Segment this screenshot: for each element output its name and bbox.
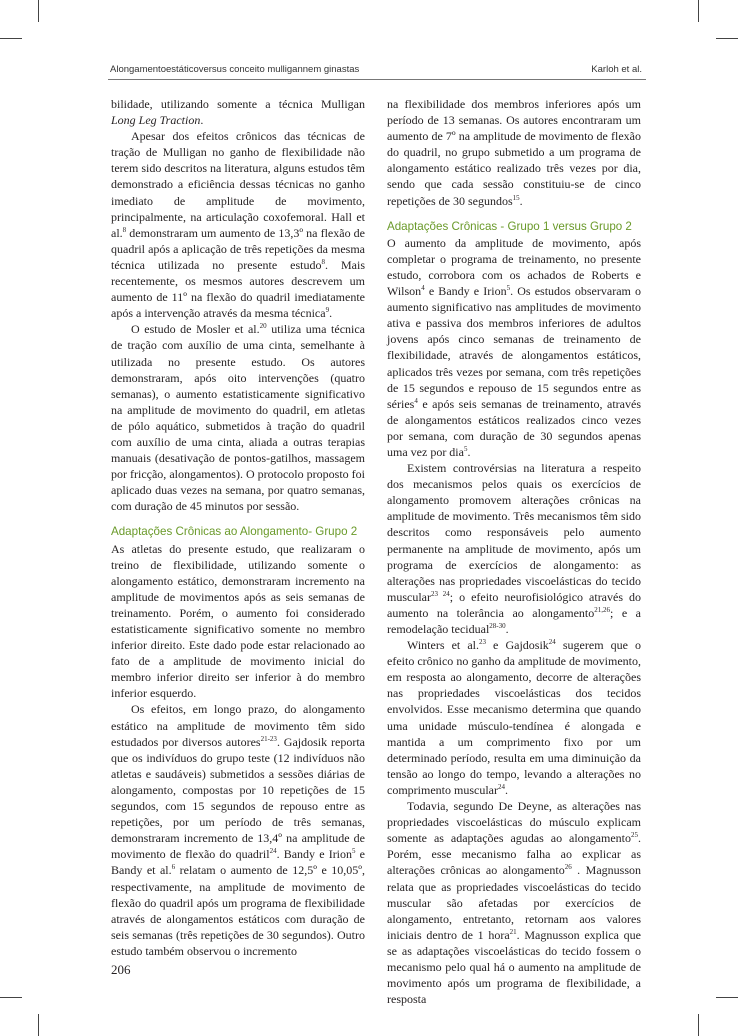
text-run: . Magnusson explica que se as adaptações viscoelásticas do tecido fossem o mecanismo pelo qual há o aumento na amplitude de movimento após um programa de flexibilidade, a resposta bbox=[387, 927, 642, 1007]
citation-superscript: 20 bbox=[259, 322, 267, 331]
paragraph bbox=[111, 701, 365, 959]
citation-superscript: 28-30 bbox=[489, 622, 506, 630]
citation-superscript: 21-23 bbox=[260, 734, 277, 743]
section-heading: Adaptações Crônicas - Grupo 1 versus Grupo 2 bbox=[387, 219, 632, 233]
paragraph bbox=[111, 321, 365, 514]
crop-mark bbox=[716, 38, 738, 39]
running-header-title: Alongamentoestáticoversus conceito mulligannem ginastas bbox=[110, 64, 360, 75]
text-run: relatam o aumento de 12,5º e 10,05º, respectivamente, na amplitude de movimento de flexão do quadril após um programa de flexibilidade através de alongamentos estáticos com duração de seis semanas (três repetições de 30 segundos). Outro estudo também observou o incremento bbox=[111, 863, 365, 958]
text-run: . Mais recentemente, os mesmos autores descrevem um aumento de 11º na flexão do quadril imediatamente após a intervenção através da mesma técnica bbox=[111, 257, 365, 321]
text-run: sugerem que o efeito crônico no ganho da amplitude de movimento, em resposta ao alongamento, decorre de alterações nas propriedades viscoelásticas dos tecidos envolvidos. Esse mecanismo determina que quando uma unidade músculo-tendínea é alongada e mantida a um comprimento fixo por um determinado período, resulta em uma diminuição da tensão ao longo do tempo, levando a alterações no comprimento muscular bbox=[387, 638, 642, 797]
citation-superscript: 5 bbox=[463, 444, 468, 453]
left-column bbox=[111, 96, 365, 959]
citation-superscript: 24 bbox=[497, 782, 505, 791]
text-run: na flexibilidade dos membros inferiores após um período de 13 semanas. Os autores encontraram um aumento de 7º na amplitude de movimento de flexão do quadril, no grupo submetido a um programa de alongamento estático realizado três vezes por dia, sendo que cada sessão constituiu-se de cinco repetições de 30 segundos bbox=[387, 97, 641, 208]
text-run: e Gajdosik bbox=[485, 638, 549, 653]
citation-superscript: 25 bbox=[631, 831, 638, 840]
citation-superscript: 8 bbox=[122, 225, 127, 234]
text-run: . bbox=[505, 622, 509, 636]
text-run: . Porém, esse mecanismo falha ao explicar as alterações crônicas ao alongamento bbox=[387, 831, 641, 878]
text-run: Os efeitos, em longo prazo, do alongamento estático na amplitude de movimento têm sido estudados por diversos autores bbox=[111, 702, 365, 749]
text-run: ; o efeito neurofisiológico através do aumento na tolerância ao alongamento bbox=[387, 589, 642, 620]
paragraph bbox=[387, 96, 641, 209]
page-number: 206 bbox=[111, 962, 131, 977]
citation-superscript: 21 bbox=[509, 927, 517, 936]
right-column bbox=[387, 96, 641, 1007]
text-run: e após seis semanas de treinamento, através de alongamentos estáticos realizados cinco vezes por semana, com duração de 30 segundos apenas uma vez por dia bbox=[387, 396, 641, 459]
citation-superscript: 26 bbox=[564, 863, 572, 872]
citation-superscript: 4 bbox=[421, 284, 425, 293]
crop-mark bbox=[38, 1014, 39, 1036]
text-run: . bbox=[329, 306, 333, 321]
header-rule bbox=[108, 79, 646, 80]
text-run: . Magnusson relata que as propriedades viscoelásticas do tecido muscular são afetadas por exercícios de alongamento, entretanto, retornam aos valores iniciais dentro de 1 hora bbox=[387, 863, 642, 942]
citation-superscript: 4 bbox=[414, 396, 418, 405]
text-run: . bbox=[504, 782, 508, 797]
citation-superscript: 6 bbox=[171, 863, 176, 872]
paragraph bbox=[111, 96, 365, 128]
section-heading: Adaptações Crônicas ao Alongamento- Grupo 2 bbox=[111, 525, 358, 539]
crop-mark bbox=[698, 1014, 699, 1036]
text-run: bilidade, utilizando somente a técnica Mulligan bbox=[111, 97, 365, 111]
citation-superscript: 15 bbox=[512, 193, 520, 202]
text-run: O estudo de Mosler et al. bbox=[131, 322, 260, 337]
text-run: . Bandy e Irion bbox=[276, 847, 353, 862]
citation-superscript: 5 bbox=[352, 847, 356, 856]
citation-superscript: 24 bbox=[548, 638, 556, 647]
text-run: . Os estudos observaram o aumento significativo nas amplitudes de movimento ativa e passiva dos membros inferiores de adultos jovens após cinco semanas de treinamento de flexibilidade, através de alongamentos estáticos, aplicados três vezes por semana, com três repetições de 15 segundos e repouso de 15 segundos entre as séries bbox=[387, 284, 641, 411]
paragraph bbox=[387, 235, 641, 460]
crop-mark bbox=[716, 997, 738, 998]
paragraph bbox=[111, 128, 365, 321]
paragraph bbox=[111, 541, 365, 702]
paragraph bbox=[387, 637, 641, 798]
citation-superscript: 23 bbox=[478, 638, 486, 647]
running-header-authors: Karloh et al. bbox=[591, 64, 642, 75]
text-run: . bbox=[519, 193, 523, 208]
text-run: Apesar dos efeitos crônicos das técnicas de tração de Mulligan no ganho de flexibilidade não terem sido descritos na literatura, alguns estudos têm demonstrado a eficiência dessas técnicas no ganho imediato de amplitude de movimento, principalmente, na articulação coxofemoral. Hall et al. bbox=[111, 129, 365, 240]
text-run: . bbox=[200, 113, 204, 128]
text-run: O aumento da amplitude de movimento, após completar o programa de treinamento, no presente estudo, corrobora com os achados de Roberts e Wilson bbox=[387, 235, 641, 299]
citation-superscript: 9 bbox=[325, 306, 330, 315]
text-run: Existem controvérsias na literatura a respeito dos mecanismos pelos quais os exercícios de alongamento promovem alterações crônicas na amplitude de movimento. Três mecanismos têm sido descritos como responsáveis pelo aumento permanente na amplitude de movimento, após um programa de exercícios de alongamento: as alterações nas propriedades viscoelásticas do tecido muscular bbox=[387, 461, 641, 604]
citation-superscript: 21,26 bbox=[594, 605, 610, 614]
text-run: ; e a remodelação tecidual bbox=[387, 605, 641, 636]
text-run: e Bandy et al. bbox=[111, 847, 366, 878]
text-run: As atletas do presente estudo, que realizaram o treino de flexibilidade, utilizando somente o alongamento estático, demonstraram incremento na amplitude de movimentos após as seis semanas de treinamento. Porém, o aumento foi considerado estatisticamente significativo somente no membro inferior direito. Este dado pode estar relacionado ao fato de a amplitude de movimento inicial do membro inferior direito ser inferior à do membro inferior esquerdo. bbox=[111, 541, 365, 701]
italic-text: Long Leg Traction bbox=[111, 113, 201, 128]
citation-superscript: 8 bbox=[321, 257, 326, 266]
citation-superscript: 5 bbox=[506, 284, 511, 293]
crop-mark bbox=[698, 0, 699, 22]
text-run: Winters et al. bbox=[407, 638, 479, 653]
text-run: . Gajdosik reporta que os indivíduos do grupo teste (12 indivíduos não atletas e saudáveis) submetidos a sessões diárias de alongamento, compostas por 10 repetições de 15 segundos, com 15 segundos de repouso entre as repetições, por um período de três semanas, demonstraram incremento de 13,4º na amplitude de movimento de flexão do quadril bbox=[111, 734, 365, 862]
paragraph bbox=[387, 798, 641, 1007]
text-run: Todavia, segundo De Deyne, as alterações nas propriedades viscoelásticas do músculo explicam somente as adaptações agudas ao alongamento bbox=[387, 799, 641, 846]
text-run: . bbox=[467, 444, 471, 459]
text-run: utiliza uma técnica de tração com auxílio de uma cinta, semelhante à utilizada no presente estudo. Os autores demonstraram, após oito intervenções (quatro semanas), o aumento estatisticamente significativo na amplitude de movimento do quadril, em atletas de pólo aquático, submetidos à tração do quadril com auxílio de uma cinta, aliada a outras terapias manuais (desativação de pontos-gatilhos, massagem por fricção, alongamentos). O protocolo proposto foi aplicado duas vezes na semana, por quatro semanas, com duração de 45 minutos por sessão. bbox=[111, 322, 366, 514]
text-run: demonstraram um aumento de 13,3º na flexão de quadril após a aplicação de três repetições da mesma técnica utilizada no presente estudo bbox=[111, 225, 365, 272]
citation-superscript: 24 bbox=[269, 847, 277, 856]
crop-mark bbox=[0, 997, 22, 998]
crop-mark bbox=[38, 0, 39, 22]
citation-superscript: 23 24 bbox=[431, 589, 450, 598]
crop-mark bbox=[0, 38, 22, 39]
text-run: e Bandy e Irion bbox=[424, 284, 507, 299]
paragraph bbox=[387, 460, 641, 637]
